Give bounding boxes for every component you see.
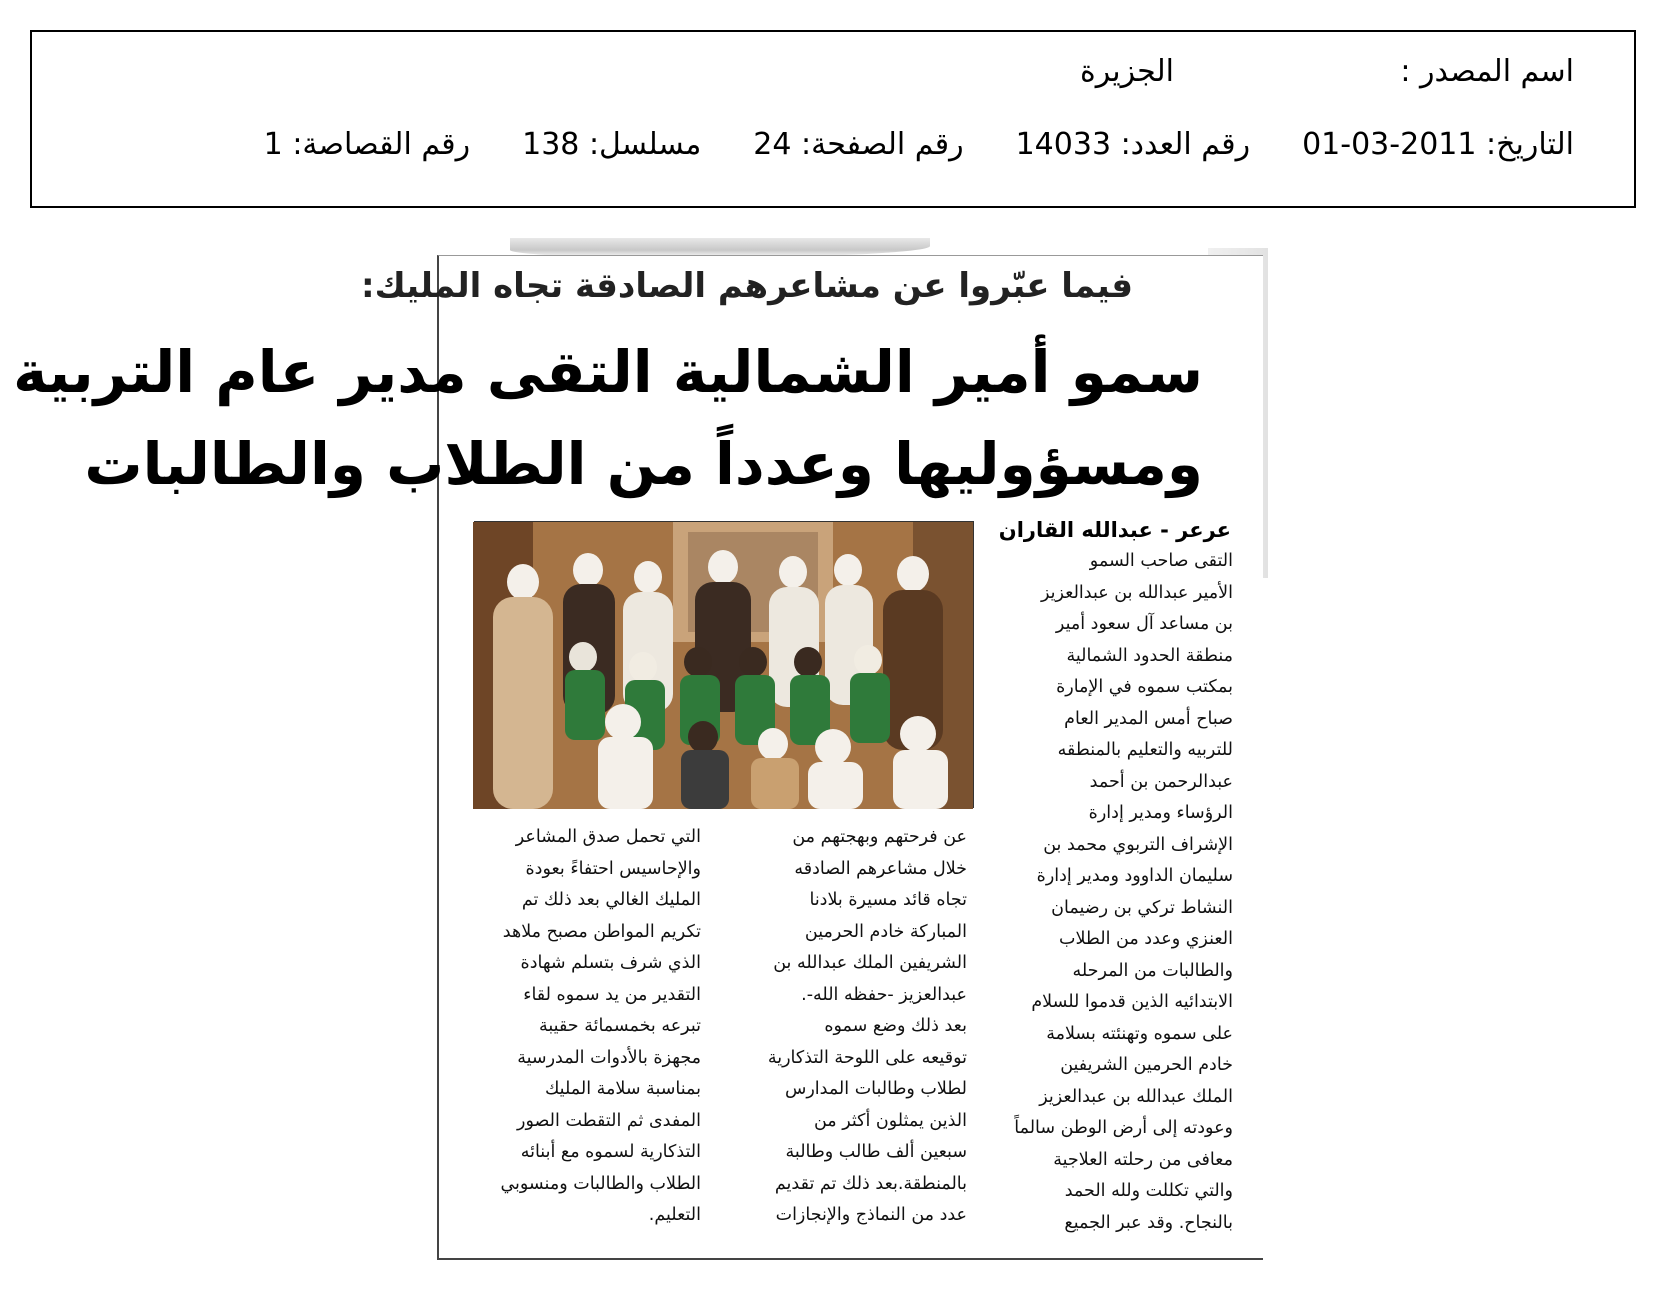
- source-label: اسم المصدر :: [1400, 54, 1574, 89]
- article-line: الملك عبدالله بن عبدالعزيز: [1039, 1086, 1233, 1107]
- article-photo: [474, 521, 974, 808]
- article-line: بمكتب سموه في الإمارة: [1056, 677, 1233, 697]
- article-line: الرؤساء ومدير إدارة: [1088, 803, 1233, 823]
- page-number-field: [753, 127, 963, 162]
- source-info-box: [30, 30, 1636, 208]
- article-line: على سموه وتهنئته بسلامة: [1046, 1023, 1233, 1044]
- group-photo-illustration: [473, 522, 973, 809]
- serial-field: [522, 127, 701, 162]
- article-kicker: فيما عبّروا عن مشاعرهم الصادقة تجاه المليك:: [361, 266, 1133, 306]
- article-line: معافى من رحلته العلاجية: [1053, 1149, 1233, 1170]
- article-line: التقدير من يد سموه لقاء: [523, 984, 701, 1005]
- article-line: منطقة الحدود الشمالية: [1066, 645, 1233, 666]
- article-line: مجهزة بالأدوات المدرسية: [517, 1047, 701, 1068]
- article-line: عبدالرحمن بن أحمد: [1089, 771, 1233, 792]
- article-byline: عرعر - عبدالله القاران: [998, 518, 1231, 542]
- date-field: [1302, 127, 1574, 162]
- clipping-number-label: رقم القصاصة:: [292, 127, 471, 162]
- details-row: [212, 127, 1574, 162]
- article-line: عدد من النماذج والإنجازات: [775, 1205, 967, 1225]
- headline-line-2: ومسؤوليها وعدداً من الطلاب والطالبات: [84, 430, 1203, 498]
- issue-number-value: 14033: [1015, 127, 1112, 162]
- article-line: والإحاسيس احتفاءً بعودة: [525, 858, 701, 879]
- article-line: توقيعه على اللوحة التذكارية: [767, 1047, 967, 1068]
- article-line: بالنجاح. وقد عبر الجميع: [1064, 1212, 1233, 1233]
- article-line: بعد ذلك وضع سموه: [824, 1016, 967, 1036]
- article-line: بمناسبة سلامة المليك: [544, 1079, 701, 1099]
- article-line: المباركة خادم الحرمين: [804, 921, 967, 942]
- source-row: [88, 54, 1574, 94]
- article-line: بالمنطقة.بعد ذلك تم تقديم: [774, 1173, 967, 1194]
- clipping-number-field: [264, 127, 470, 162]
- article-line: والطالبات من المرحله: [1072, 960, 1233, 981]
- article-line: سليمان الداوود ومدير إدارة: [1036, 866, 1233, 886]
- article-line: المليك الغالي بعد ذلك تم: [521, 890, 701, 910]
- article-line: سبعين ألف طالب وطالبة: [785, 1142, 967, 1162]
- article-line: الإشراف التربوي محمد بن: [1043, 834, 1233, 855]
- article-line: الشريفين الملك عبدالله بن: [773, 953, 967, 973]
- article-headline: [13, 326, 1203, 510]
- article-column-3: [471, 822, 701, 1232]
- newspaper-clipping: [13, 255, 1263, 1260]
- article-line: التي تحمل صدق المشاعر: [515, 827, 701, 847]
- article-line: تكريم المواطن مصبح ملاهد: [502, 921, 701, 942]
- date-label: التاريخ:: [1486, 127, 1574, 162]
- article-line: الأمير عبدالله بن عبدالعزيز: [1040, 582, 1233, 603]
- page-number-value: 24: [753, 127, 792, 162]
- article-line: لطلاب وطالبات المدارس: [784, 1079, 967, 1099]
- article-column-2: [737, 822, 967, 1232]
- article-line: بن مساعد آل سعود أمير: [1055, 614, 1233, 634]
- date-value: 2011-03-01: [1302, 127, 1477, 162]
- article-line: وعودته إلى أرض الوطن سالماً: [1014, 1118, 1233, 1138]
- article-line: التذكارية لسموه مع أبنائه: [520, 1142, 701, 1162]
- article-line: الطلاب والطالبات ومنسوبي: [500, 1173, 701, 1194]
- article-line: التقى صاحب السمو: [1089, 551, 1233, 571]
- article-line: صباح أمس المدير العام: [1064, 708, 1233, 729]
- article-line: خلال مشاعرهم الصادقه: [794, 858, 967, 879]
- article-line: تجاه قائد مسيرة بلادنا: [809, 890, 967, 910]
- article-line: التعليم.: [648, 1205, 701, 1225]
- article-line: الابتدائيه الذين قدموا للسلام: [1031, 992, 1233, 1012]
- serial-value: 138: [522, 127, 580, 162]
- article-line: عن فرحتهم وبهجتهم من: [792, 827, 967, 847]
- source-value: الجزيرة: [1079, 54, 1174, 89]
- serial-label: مسلسل:: [588, 127, 702, 162]
- article-line: المفدى ثم التقطت الصور: [517, 1110, 701, 1131]
- article-line: خادم الحرمين الشريفين: [1060, 1055, 1233, 1075]
- page-number-label: رقم الصفحة:: [801, 127, 964, 162]
- clipping-number-value: 1: [263, 127, 283, 162]
- article-line: عبدالعزيز -حفظه الله-.: [801, 984, 967, 1005]
- article-line: والتي تكللت ولله الحمد: [1064, 1181, 1233, 1201]
- article-line: النشاط تركي بن رضيمان: [1051, 897, 1233, 918]
- article-line: للتربيه والتعليم بالمنطقه: [1057, 740, 1233, 760]
- issue-number-label: رقم العدد:: [1120, 127, 1251, 162]
- article-line: الذي شرف بتسلم شهادة: [520, 953, 701, 973]
- article-column-1: [1003, 546, 1233, 1239]
- headline-line-1: سمو أمير الشمالية التقى مدير عام التربية: [13, 338, 1203, 406]
- article-line: الذين يمثلون أكثر من: [813, 1110, 967, 1131]
- issue-number-field: [1016, 127, 1250, 162]
- article-line: العنزي وعدد من الطلاب: [1059, 929, 1233, 949]
- article-line: تبرعه بخمسمائة حقيبة: [539, 1016, 701, 1036]
